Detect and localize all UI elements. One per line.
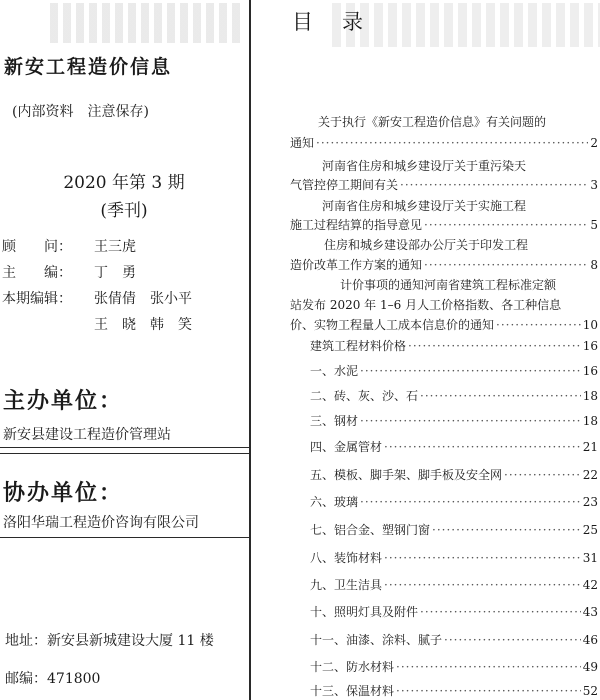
- dot-leader: [360, 414, 581, 428]
- toc-section[interactable]: [310, 438, 598, 455]
- toc-section-label: 十一、油漆、涂料、腻子: [310, 633, 443, 647]
- host-name: 新安县建设工程造价管理站: [3, 427, 171, 443]
- address-text: 地址：新安县新城建设大厦 11 楼: [5, 633, 214, 649]
- issue-frequency: (季刊): [100, 201, 148, 221]
- dot-leader: [432, 523, 581, 537]
- toc-entry-line: 计价事项的通知河南省建筑工程标准定额: [340, 278, 557, 292]
- toc-page-number: 21: [582, 440, 598, 454]
- toc-page-number: 16: [582, 339, 598, 353]
- toc-page-number: 18: [582, 389, 598, 403]
- dot-leader: [420, 389, 581, 403]
- internal-note: (内部资料 注意保存): [12, 104, 149, 120]
- dot-leader: [384, 578, 581, 592]
- staff-value: 王三虎: [94, 239, 136, 255]
- toc-entry-line: 河南省住房和城乡建设厅关于重污染天: [322, 159, 527, 173]
- toc-section-label: 七、铝合金、塑钢门窗: [310, 523, 431, 537]
- dot-leader: [424, 218, 588, 232]
- toc-title: 目 录: [292, 10, 367, 34]
- toc-page-number: 5: [590, 218, 598, 232]
- toc-section[interactable]: [310, 658, 598, 675]
- staff-value: 王 晓 韩 笑: [94, 317, 192, 333]
- divider-line: [0, 453, 249, 454]
- column-divider: [249, 0, 251, 700]
- toc-section[interactable]: [310, 466, 598, 483]
- toc-page-number: 25: [582, 523, 598, 537]
- toc-section[interactable]: [310, 576, 598, 593]
- dot-leader: [504, 468, 581, 482]
- staff-label: 顾 问：: [2, 239, 72, 255]
- faded-header-print: [50, 3, 240, 43]
- toc-section[interactable]: [310, 412, 598, 429]
- toc-page-number: 42: [582, 578, 598, 592]
- staff-value: 丁 勇: [94, 265, 136, 281]
- toc-section[interactable]: [310, 337, 598, 354]
- dot-leader: [400, 178, 588, 192]
- divider-line: [0, 537, 249, 538]
- toc-section-label: 三、钢材: [310, 414, 359, 428]
- toc-page-number: 18: [582, 414, 598, 428]
- dot-leader: [384, 440, 581, 454]
- toc-section-label: 九、卫生洁具: [310, 578, 383, 592]
- toc-page-number: 3: [590, 178, 598, 192]
- toc-entry-text: 造价改革工作方案的通知: [290, 258, 423, 272]
- toc-entry-line: 关于执行《新安工程造价信息》有关问题的: [318, 115, 547, 129]
- toc-section-label: 八、装饰材料: [310, 551, 383, 565]
- faded-header-print: [332, 3, 600, 47]
- toc-entry-line: 住房和城乡建设部办公厅关于印发工程: [324, 238, 529, 252]
- staff-label: 主 编：: [2, 265, 72, 281]
- dot-leader: [424, 258, 588, 272]
- toc-section-label: 四、金属管材: [310, 440, 383, 454]
- toc-page-number: 31: [582, 551, 598, 565]
- staff-value: 张倩倩 张小平: [94, 291, 192, 307]
- toc-section[interactable]: [310, 549, 598, 566]
- dot-leader: [420, 605, 581, 619]
- toc-section[interactable]: [310, 362, 598, 379]
- toc-page-number: 2: [590, 136, 598, 150]
- host-heading: 主办单位：: [3, 388, 124, 414]
- toc-page-number: 16: [582, 364, 598, 378]
- toc-entry[interactable]: [290, 256, 598, 273]
- issue-number: 2020 年第 3 期: [63, 173, 185, 193]
- toc-entry-line: 站发布 2020 年 1–6 月人工价格指数、各工种信息: [290, 298, 562, 312]
- dot-leader: [444, 633, 581, 647]
- table-of-contents: [262, 0, 600, 700]
- toc-page-number: 46: [582, 633, 598, 647]
- toc-page-number: 52: [582, 684, 598, 698]
- dot-leader: [396, 660, 581, 674]
- toc-entry-text: 通知: [290, 136, 315, 150]
- toc-section-label: 六、玻璃: [310, 495, 359, 509]
- toc-page-number: 23: [582, 495, 598, 509]
- toc-section-label: 五、模板、脚手架、脚手板及安全网: [310, 468, 503, 482]
- toc-section[interactable]: [310, 603, 598, 620]
- toc-section-label: 二、砖、灰、沙、石: [310, 389, 419, 403]
- staff-label: 本期编辑：: [2, 291, 72, 307]
- toc-entry-text: 价、实物工程量人工成本信息价的通知: [290, 318, 495, 332]
- toc-section[interactable]: [310, 387, 598, 404]
- dot-leader: [316, 136, 588, 150]
- publication-title: 新安工程造价信息: [4, 56, 173, 78]
- toc-page-number: 49: [582, 660, 598, 674]
- dot-leader: [360, 364, 581, 378]
- co-host-name: 洛阳华瑞工程造价咨询有限公司: [3, 515, 199, 531]
- toc-page-number: 43: [582, 605, 598, 619]
- dot-leader: [360, 495, 581, 509]
- dot-leader: [396, 684, 581, 698]
- toc-entry[interactable]: [290, 134, 598, 151]
- toc-section[interactable]: [310, 493, 598, 510]
- toc-entry-text: 施工过程结算的指导意见: [290, 218, 423, 232]
- toc-entry[interactable]: [290, 216, 598, 233]
- toc-entry[interactable]: [290, 176, 598, 193]
- toc-section-label: 十、照明灯具及附件: [310, 605, 419, 619]
- toc-section-label: 建筑工程材料价格: [310, 339, 407, 353]
- toc-section-label: 一、水泥: [310, 364, 359, 378]
- dot-leader: [384, 551, 581, 565]
- toc-section-label: 十二、防水材料: [310, 660, 395, 674]
- divider-line: [0, 447, 249, 448]
- postcode-text: 邮编：471800: [5, 671, 101, 687]
- toc-section[interactable]: [310, 521, 598, 538]
- toc-section[interactable]: [310, 682, 598, 699]
- toc-entry-text: 气管控停工期间有关: [290, 178, 399, 192]
- dot-leader: [496, 318, 581, 332]
- toc-entry-line: 河南省住房和城乡建设厅关于实施工程: [322, 199, 527, 213]
- dot-leader: [408, 339, 581, 353]
- toc-page-number: 10: [582, 318, 598, 332]
- toc-entry[interactable]: [290, 316, 598, 333]
- toc-section-label: 十三、保温材料: [310, 684, 395, 698]
- toc-section[interactable]: [310, 631, 598, 648]
- co-host-heading: 协办单位：: [3, 480, 124, 506]
- toc-page-number: 22: [582, 468, 598, 482]
- cover-info-panel: [0, 0, 252, 700]
- toc-page-number: 8: [590, 258, 598, 272]
